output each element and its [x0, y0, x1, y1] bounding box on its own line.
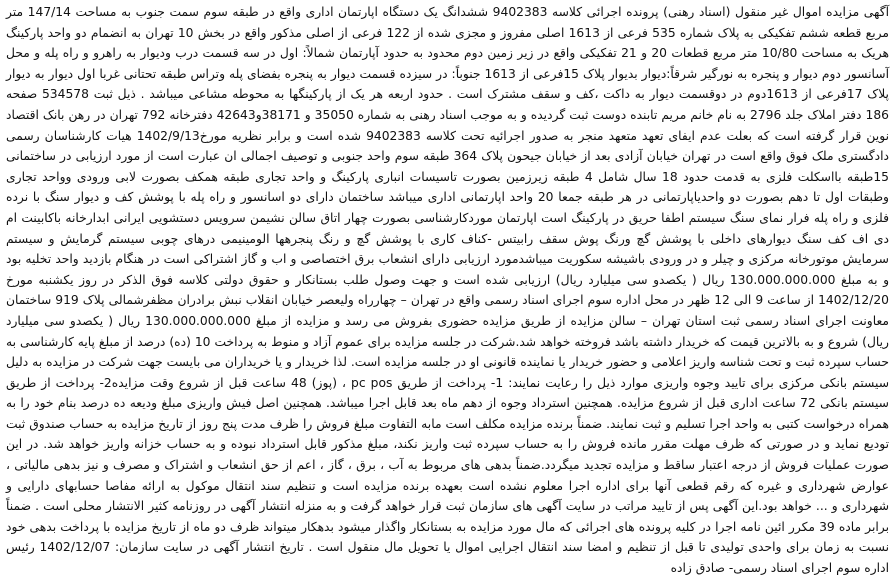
auction-notice-text: آگهی مزایده اموال غیر منقول (اسناد رهنی) پرونده اجرائی کلاسه 9402383 ششدانگ یک دستگاه اپارتمان اداری واقع در طبقه سوم سمت جنوب به مساحت 147/14 متر مربع قطعه ششم تفکیکی به پلاک شماره 535 فرعی از 1613 اصلی مفروز و مجزی شده از 122 فرعی از اصلی مذکور واقع در بخش 10 تهران به انضمام دو واحد پارکینگ هریک به مساحت 10/80 متر مربع قطعات 20 و 21 تفکیکی واقع در زیر زمین دوم محدود به حدود آپارتمان شمالاً: اول در سه قسمت درب ودیوار به راهرو و راه پله و محل آسانسور دوم دیوار و پنجره به نورگیر شرقاً:دیوار بدیوار پلاک 15فرعی از 1613 جنوباً: در سیزده قسمت دیوار به پنجره بفضای پله وتراس طبقه تحتانی غربا اول دیوار به دیوار پلاک 17فرعی از 1613دوم در دوقسمت دیوار به داکت ،کف و سقف مشترک است . حدود اربعه هر یک از پارکینگها به محوطه مشاعی میباشد . ذیل ثبت 534578 صفحه 186 دفتر املاک جلد 2796 به نام خانم مریم تابنده دوست ثبت گردیده و به موجب اسناد رهنی به شماره 35050 و 38171و42643 دفترخانه 792 تهران در رهن بانک اقتصاد نوین قرار گرفته است که بعلت عدم ایفای تعهد متعهد منجر به صدور اجرائیه تحت کلاسه 9402383 شده است و برابر نظریه مورخ1402/9/13 هیات کارشناسان رسمی دادگستری ملک فوق واقع است در تهران خیابان آزادی بعد از خیابان جیحون پلاک 364 طبقه سوم واحد جنوبی و توصیف اجمالی ان عبارت است از مورد ارزیابی در ساختمانی 15طبقه بااسکلت فلزی به قدمت حدود 18 سال شامل 4 طبقه زیرزمین بصورت تاسیسات انباری پارکینگ و واحد تجاری طبقه همکف بصورت لابی ورودی وواحد تجاری وطبقات اول تا دهم بصورت دو واحدیاپارتمانی در هر طبقه جمعا 20 واحد اپارتمانی اداری میباشد ساختمان دارای دو اسانسور و راه پله با پوشش کف و دیوار سنگ با نرده فلزی و راه پله فرار نمای سنگ سیستم اطفا حریق در پارکینگ است اپارتمان موردکارشناسی بصورت چهار اتاق سالن نشیمن سرویس دستشویی ایرانی ابدارخانه باکابینت ام دی اف کف سنگ دیوارهای داخلی با پوشش گچ ورنگ پوش سقف رابیتس -کناف کاری با پوشش گچ و رنگ پنجرهها الومینیمی درهای چوبی سیستم گرمایش و سیستم سرمایش موتورخانه مرکزی و چیلر و در ورودی باشیشه سکوریت میباشدمورد ارزیابی دارای انشعاب برق اختصاصی و اب و گاز اشتراکی است در هنگام بازدید واحد تخلیه بود و به مبلغ 130.000.000.000 ریال ( یکصدو سی میلیارد ریال) ارزیابی شده است و جهت وصول طلب بستانکار و حقوق دولتی کلاسه فوق الذکر در روز یکشنبه مورخ 1402/12/20 از ساعت 9 الی 12 ظهر در محل اداره سوم اجرای اسناد رسمی واقع در تهران – چهارراه ولیعصر خیابان انقلاب نبش برادران مظفرشمالی پلاک 919 ساختمان معاونت اجرای اسناد رسمی ثبت استان تهران – سالن مزایده از طریق مزایده حضوری بفروش می رسد و مزایده از مبلغ 130.000.000.000 ریال ( یکصدو سی میلیارد ریال) شروع و به بالاترین قیمت که خریدار داشته باشد فروخته خواهد شد.شرکت در جلسه مزایده برای عموم آزاد و منوط به پرداخت 10 (ده) درصد از مبلغ پایه کارشناسی به حساب سپرده ثبت و تحت شناسه واریز اعلامی و حضور خریدار یا نماینده قانونی او در جلسه مزایده است. لذا خریدار و یا خریداران می بایست جهت شرکت در مزایده به دلیل سیستم بانکی مرکزی برای تایید وجوه واریزی موارد ذیل را رعایت نمایند: 1- پرداخت از طریق pc pos ، (پوز) 48 ساعت قبل از شروع وقت مزایده2- پرداخت از طریق سیستم بانکی 72 ساعت اداری قبل از شروع مزایده. همچنین استرداد وجوه از دهم ماه بعد قابل اجرا میباشد. همچنین اصل فیش واریزی مبلغ ودیعه ده درصد بنام خود را به همراه درخواست کتبی به واحد اجرا تسلیم و ثبت نمایند. ضمناً برنده مزایده مکلف است مابه التفاوت مبلغ فروش را ظرف مدت پنج روز از تاریخ مزایده به حساب صندوق ثبت تودیع نماید و در صورتی که ظرف مهلت مقرر مانده فروش را به حساب سپرده ثبت واریز نکند، مبلغ مذکور قابل استرداد نبوده و به حساب خزانه واریز خواهد شد. در این صورت عملیات فروش از درجه اعتبار ساقط و مزایده تجدید میگردد.ضمناً بدهی های مربوط به آب ، برق ، گاز ، اعم از حق انشعاب و اشتراک و مصرف و نیز بدهی مالیاتی ، عوارض شهرداری و غیره که رقم قطعی آنها برای اداره اجرا معلوم نشده است بعهده برنده مزایده است و تنظیم سند انتقال موکول به ارائه مفاصا حسابهای دارایی و شهرداری و ... خواهد بود.این آگهی پس از تایید مراتب در سایت آگهی های سازمان ثبت قرار خواهد گرفت و به منزله انتشار آگهی در روزنامه کثیر الانتشار محلی است . ضمناً برابر ماده 39 مکرر ائین نامه اجرا در کلیه پرونده های اجرائی که مال مورد مزایده به بستانکار واگذار میشود بدهکار میتواند ظرف دو ماه از تاریخ مزایده با پرداخت بدهی خود نسبت به زمان برای واحدی تولیدی تا قبل از تنظیم و امضا سند انتقال اجرایی اموال یا تحویل مال منقول است . تاریخ انتشار آگهی در سایت سازمان: 1402/12/07 رئیس اداره سوم اجرای اسناد رسمی- صادق زاده — [6, 5, 890, 576]
